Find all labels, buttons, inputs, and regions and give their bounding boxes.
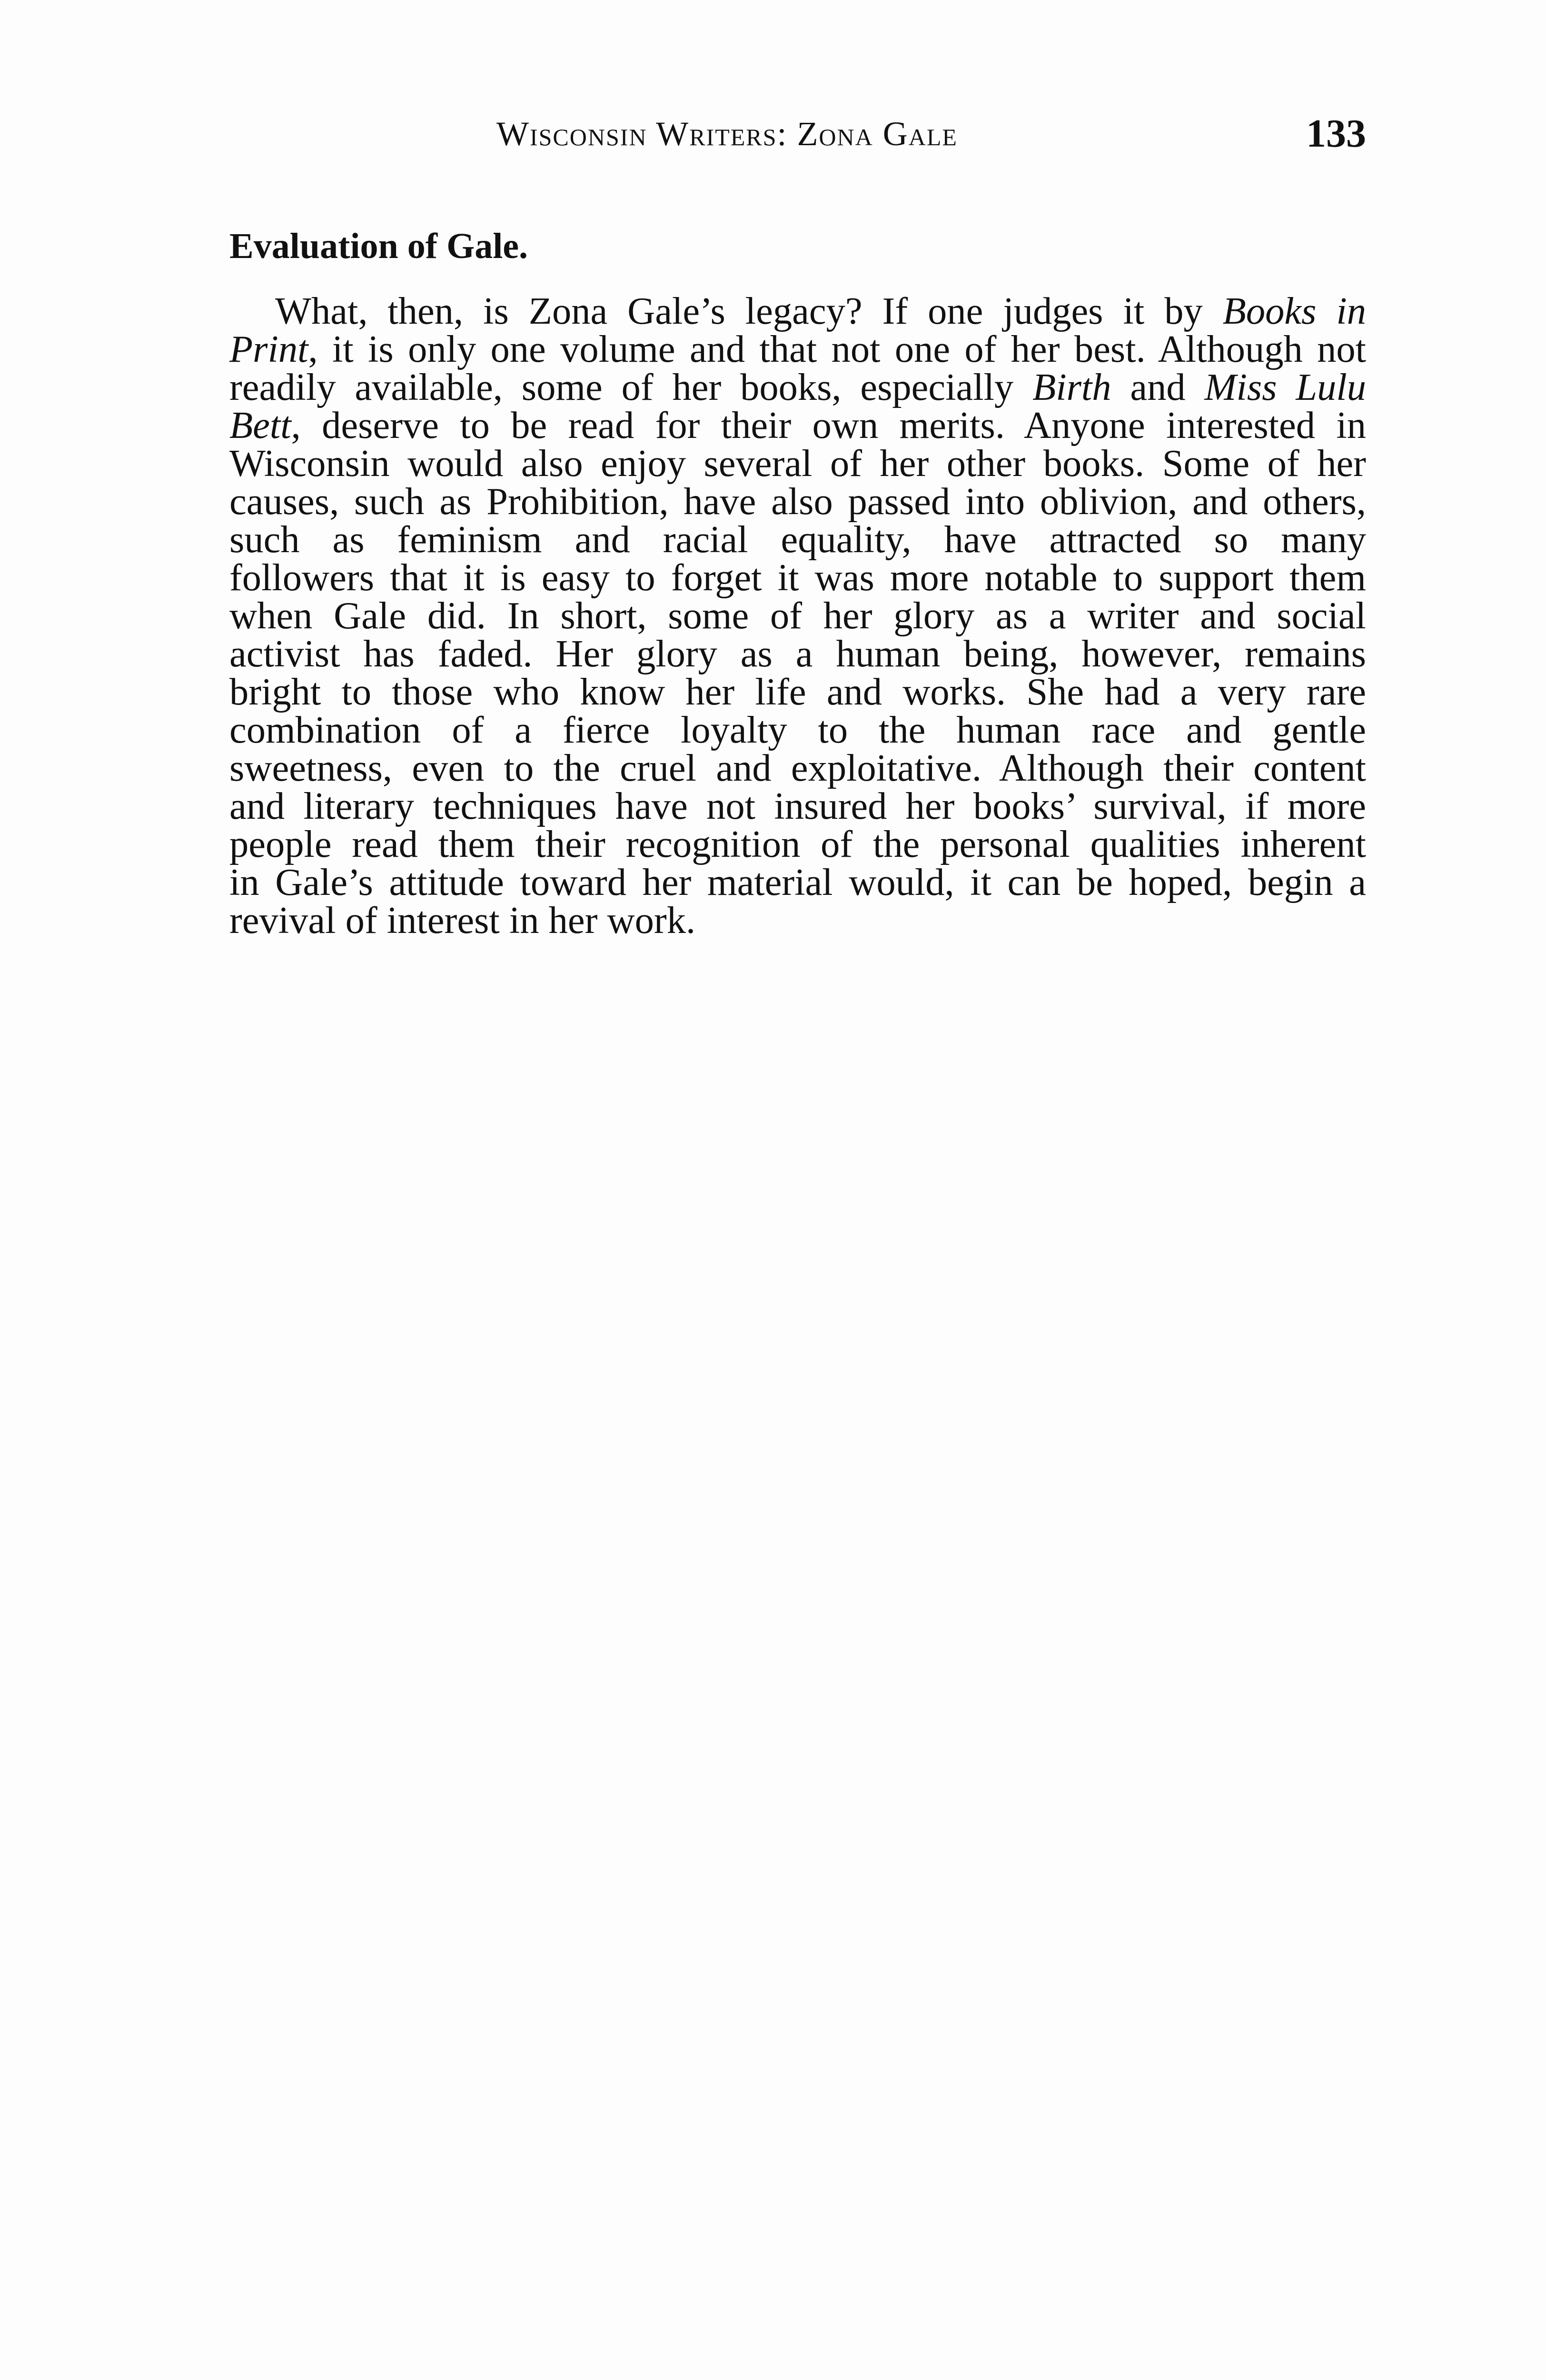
paragraph-line [229,292,1366,330]
paragraph-line [229,330,1366,368]
section-heading: Evaluation of Gale. [229,226,528,266]
paragraph-line: revival of interest in her work. [229,899,696,942]
line-text: readily available, some of her books, especially [229,366,1033,408]
running-head [228,110,1366,168]
paragraph-line: people read them their recognition of the personal qualities inherent [229,823,1366,865]
paragraph-line: activist has faded. Her glory as a human being, however, remains [229,633,1366,675]
body-paragraph [229,292,1366,940]
paragraph-line: and literary techniques have not insured her books’ survival, if more [229,785,1366,827]
paragraph-line: bright to those who know her life and works. She had a very rare [229,671,1366,713]
paragraph-line: when Gale did. In short, some of her glory as a writer and social [229,595,1366,637]
running-title: Wisconsin Writers: Zona Gale [496,115,958,153]
paragraph-line: in Gale’s attitude toward her material would, it can be hoped, begin a [229,861,1366,903]
line-text: , it is only one volume and that not one of her best. Although not [308,328,1366,370]
line-text: , deserve to be read for their own merits. Anyone interested in [291,404,1366,446]
line-text: and [1111,366,1205,408]
paragraph-line [229,368,1366,407]
italic-title-miss-lulu-bett-cont: Bett [229,404,291,446]
paragraph-line: followers that it is easy to forget it was more notable to support them [229,556,1366,599]
paragraph-line: such as feminism and racial equality, have attracted so many [229,518,1366,561]
italic-title-birth: Birth [1032,366,1111,408]
paragraph-line [229,404,1366,446]
paragraph-line: causes, such as Prohibition, have also passed into oblivion, and others, [229,480,1366,523]
page-number: 133 [1306,111,1366,156]
paragraph-line: combination of a fierce loyalty to the human race and gentle [229,709,1366,751]
italic-title-books-in-print: Books in [1222,290,1366,332]
italic-title-books-in-print-cont: Print [229,328,308,370]
line-text: What, then, is Zona Gale’s legacy? If one judges it by [275,290,1223,332]
italic-title-miss-lulu-bett: Miss Lulu [1204,366,1367,408]
paragraph-line: Wisconsin would also enjoy several of her other books. Some of her [229,442,1366,485]
paragraph-line: sweetness, even to the cruel and exploitative. Although their content [229,747,1366,789]
